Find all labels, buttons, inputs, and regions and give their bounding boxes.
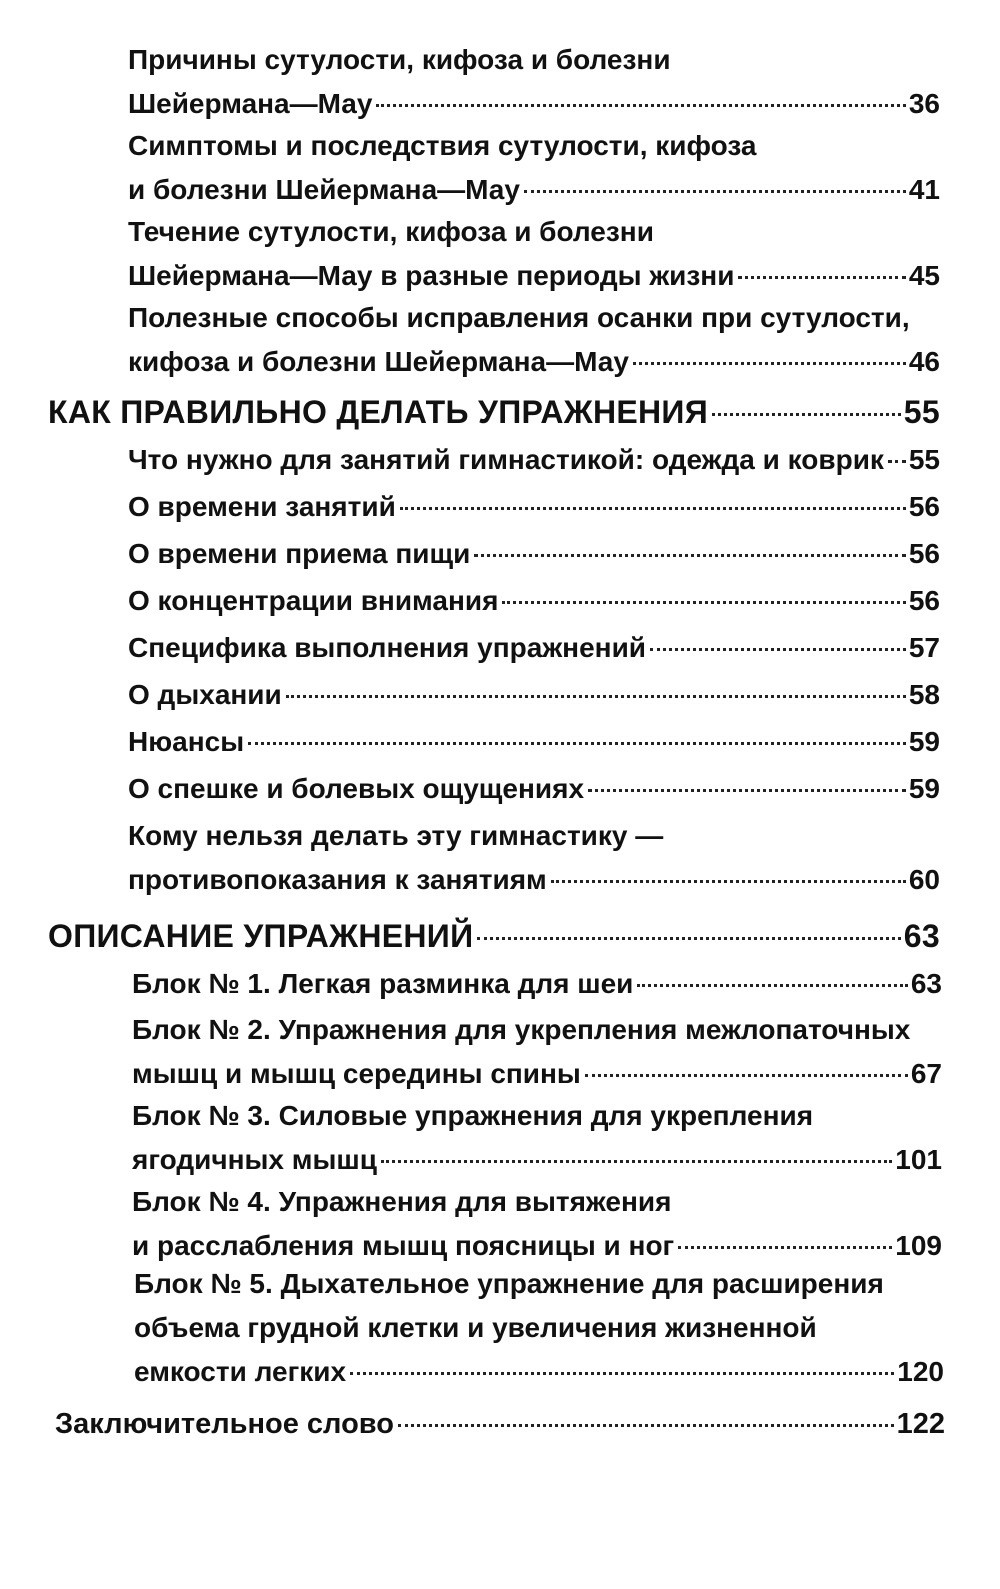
toc-entry [128,38,940,126]
toc-entry-line: Причины сутулости, кифоза и болезни [128,44,671,75]
toc-entry-line: Блок № 4. Упражнения для вытяжения [132,1186,672,1217]
toc-entry [128,673,940,717]
page-number: 59 [908,773,940,804]
dot-leader [712,413,901,416]
dot-leader [633,362,906,365]
toc-entry [128,767,940,811]
dot-leader [477,937,900,940]
toc-entry-text: Заключительное слово [55,1408,394,1440]
dot-leader [376,104,905,107]
toc-entry-text: емкости легких [134,1356,347,1387]
toc-entry-line: объема грудной клетки и увеличения жизненной [134,1312,817,1343]
toc-entry-text: Специфика выполнения упражнений [128,632,646,663]
toc-entry-last-line [128,532,940,576]
toc-entry [132,1094,942,1182]
page-number: 101 [895,1144,942,1175]
toc-entry-text: О спешке и болевых ощущениях [128,773,585,804]
dot-leader [678,1246,892,1249]
section-title: ОПИСАНИЕ УПРАЖНЕНИЙ [48,918,474,954]
toc-entry-line: Полезные способы исправления осанки при сутулости, [128,302,910,333]
page-number: 46 [908,346,940,377]
toc-entry-text: О концентрации внимания [128,585,499,616]
page-number: 58 [908,679,940,710]
page-number: 63 [903,918,940,954]
page-number: 63 [910,968,942,999]
toc-entry-text: Шейермана—Мау [128,88,373,119]
toc-entry [132,1180,942,1268]
toc-entry [128,296,940,384]
toc-entry [128,124,940,212]
page-number: 55 [908,444,940,475]
toc-entry-last-line [132,962,942,1006]
toc-section-heading [48,914,940,958]
toc-entry-last-line [128,485,940,529]
toc-entry-last-line [55,1402,945,1446]
dot-leader [502,601,905,604]
page-number: 59 [908,726,940,757]
toc-entry-line: Блок № 3. Силовые упражнения для укрепления [132,1100,814,1131]
dot-leader [888,460,906,463]
toc-entry-text: О времени приема пищи [128,538,471,569]
toc-entry-text: ягодичных мышц [132,1144,377,1175]
toc-entry-line: Кому нельзя делать эту гимнастику — [128,820,664,851]
toc-entry [128,532,940,576]
toc-entry-line: Симптомы и последствия сутулости, кифоза [128,130,757,161]
toc-entry [132,1008,942,1096]
toc-entry-text: О дыхании [128,679,282,710]
page-number: 67 [910,1058,942,1089]
toc-section-line [48,390,940,434]
toc-entry-last-line [128,254,940,298]
page-number: 109 [895,1230,942,1261]
dot-leader [400,507,906,510]
toc-entry-last-line [128,82,940,126]
toc-entry-text: Нюансы [128,726,245,757]
toc-entry-last-line [128,438,940,482]
toc-entry-text: и расслабления мышц поясницы и ног [132,1230,675,1261]
toc-entry [134,1262,944,1394]
toc-section-heading [48,390,940,434]
toc-entry-text: Шейермана—Мау в разные периоды жизни [128,260,735,291]
dot-leader [585,1074,908,1077]
dot-leader [588,789,906,792]
toc-entry-line: Блок № 5. Дыхательное упражнение для расширения [134,1268,884,1299]
toc-entry [128,626,940,670]
toc-entry-last-line [128,767,940,811]
dot-leader [637,984,907,987]
toc-entry-last-line [128,626,940,670]
page-number: 45 [908,260,940,291]
toc-entry [128,485,940,529]
page-number: 41 [908,174,940,205]
toc-entry-last-line [128,858,940,902]
toc-entry-text: противопоказания к занятиям [128,864,547,895]
toc-entry-last-line [132,1052,942,1096]
toc-section-line [48,914,940,958]
toc-entry-line: Блок № 2. Упражнения для укрепления межлопаточных [132,1014,911,1045]
page-number: 56 [908,491,940,522]
dot-leader [650,648,906,651]
page-number: 60 [908,864,940,895]
page-number: 36 [908,88,940,119]
dot-leader [524,190,906,193]
dot-leader [474,554,905,557]
toc-entry-last-line [128,720,940,764]
toc-entry-last-line [134,1350,944,1394]
toc-entry-final [55,1402,945,1446]
toc-entry [128,210,940,298]
toc-entry-last-line [128,168,940,212]
toc-entry [128,720,940,764]
page-number: 122 [896,1408,945,1440]
toc-entry [128,814,940,902]
toc-entry [128,438,940,482]
dot-leader [350,1372,894,1375]
section-title: КАК ПРАВИЛЬНО ДЕЛАТЬ УПРАЖНЕНИЯ [48,394,709,430]
page-number: 55 [903,394,940,430]
toc-entry-text: Блок № 1. Легкая разминка для шеи [132,968,634,999]
dot-leader [248,742,906,745]
toc-entry-text: О времени занятий [128,491,396,522]
toc-entry-last-line [132,1138,942,1182]
toc-entry-line: Течение сутулости, кифоза и болезни [128,216,654,247]
toc-entry [132,962,942,1006]
toc-entry-last-line [128,579,940,623]
page-number: 56 [908,585,940,616]
dot-leader [398,1424,894,1427]
dot-leader [286,695,906,698]
toc-entry-last-line [128,340,940,384]
toc-entry-last-line [128,673,940,717]
toc-entry-text: кифоза и болезни Шейермана—Мау [128,346,629,377]
page-number: 57 [908,632,940,663]
toc-entry-text: Что нужно для занятий гимнастикой: одежда и коврик [128,444,884,475]
toc-entry-text: и болезни Шейермана—Мау [128,174,520,205]
dot-leader [738,276,905,279]
toc-entry-text: мышц и мышц середины спины [132,1058,581,1089]
page-number: 120 [897,1356,944,1387]
page-number: 56 [908,538,940,569]
dot-leader [551,880,906,883]
dot-leader [381,1160,892,1163]
toc-entry [128,579,940,623]
